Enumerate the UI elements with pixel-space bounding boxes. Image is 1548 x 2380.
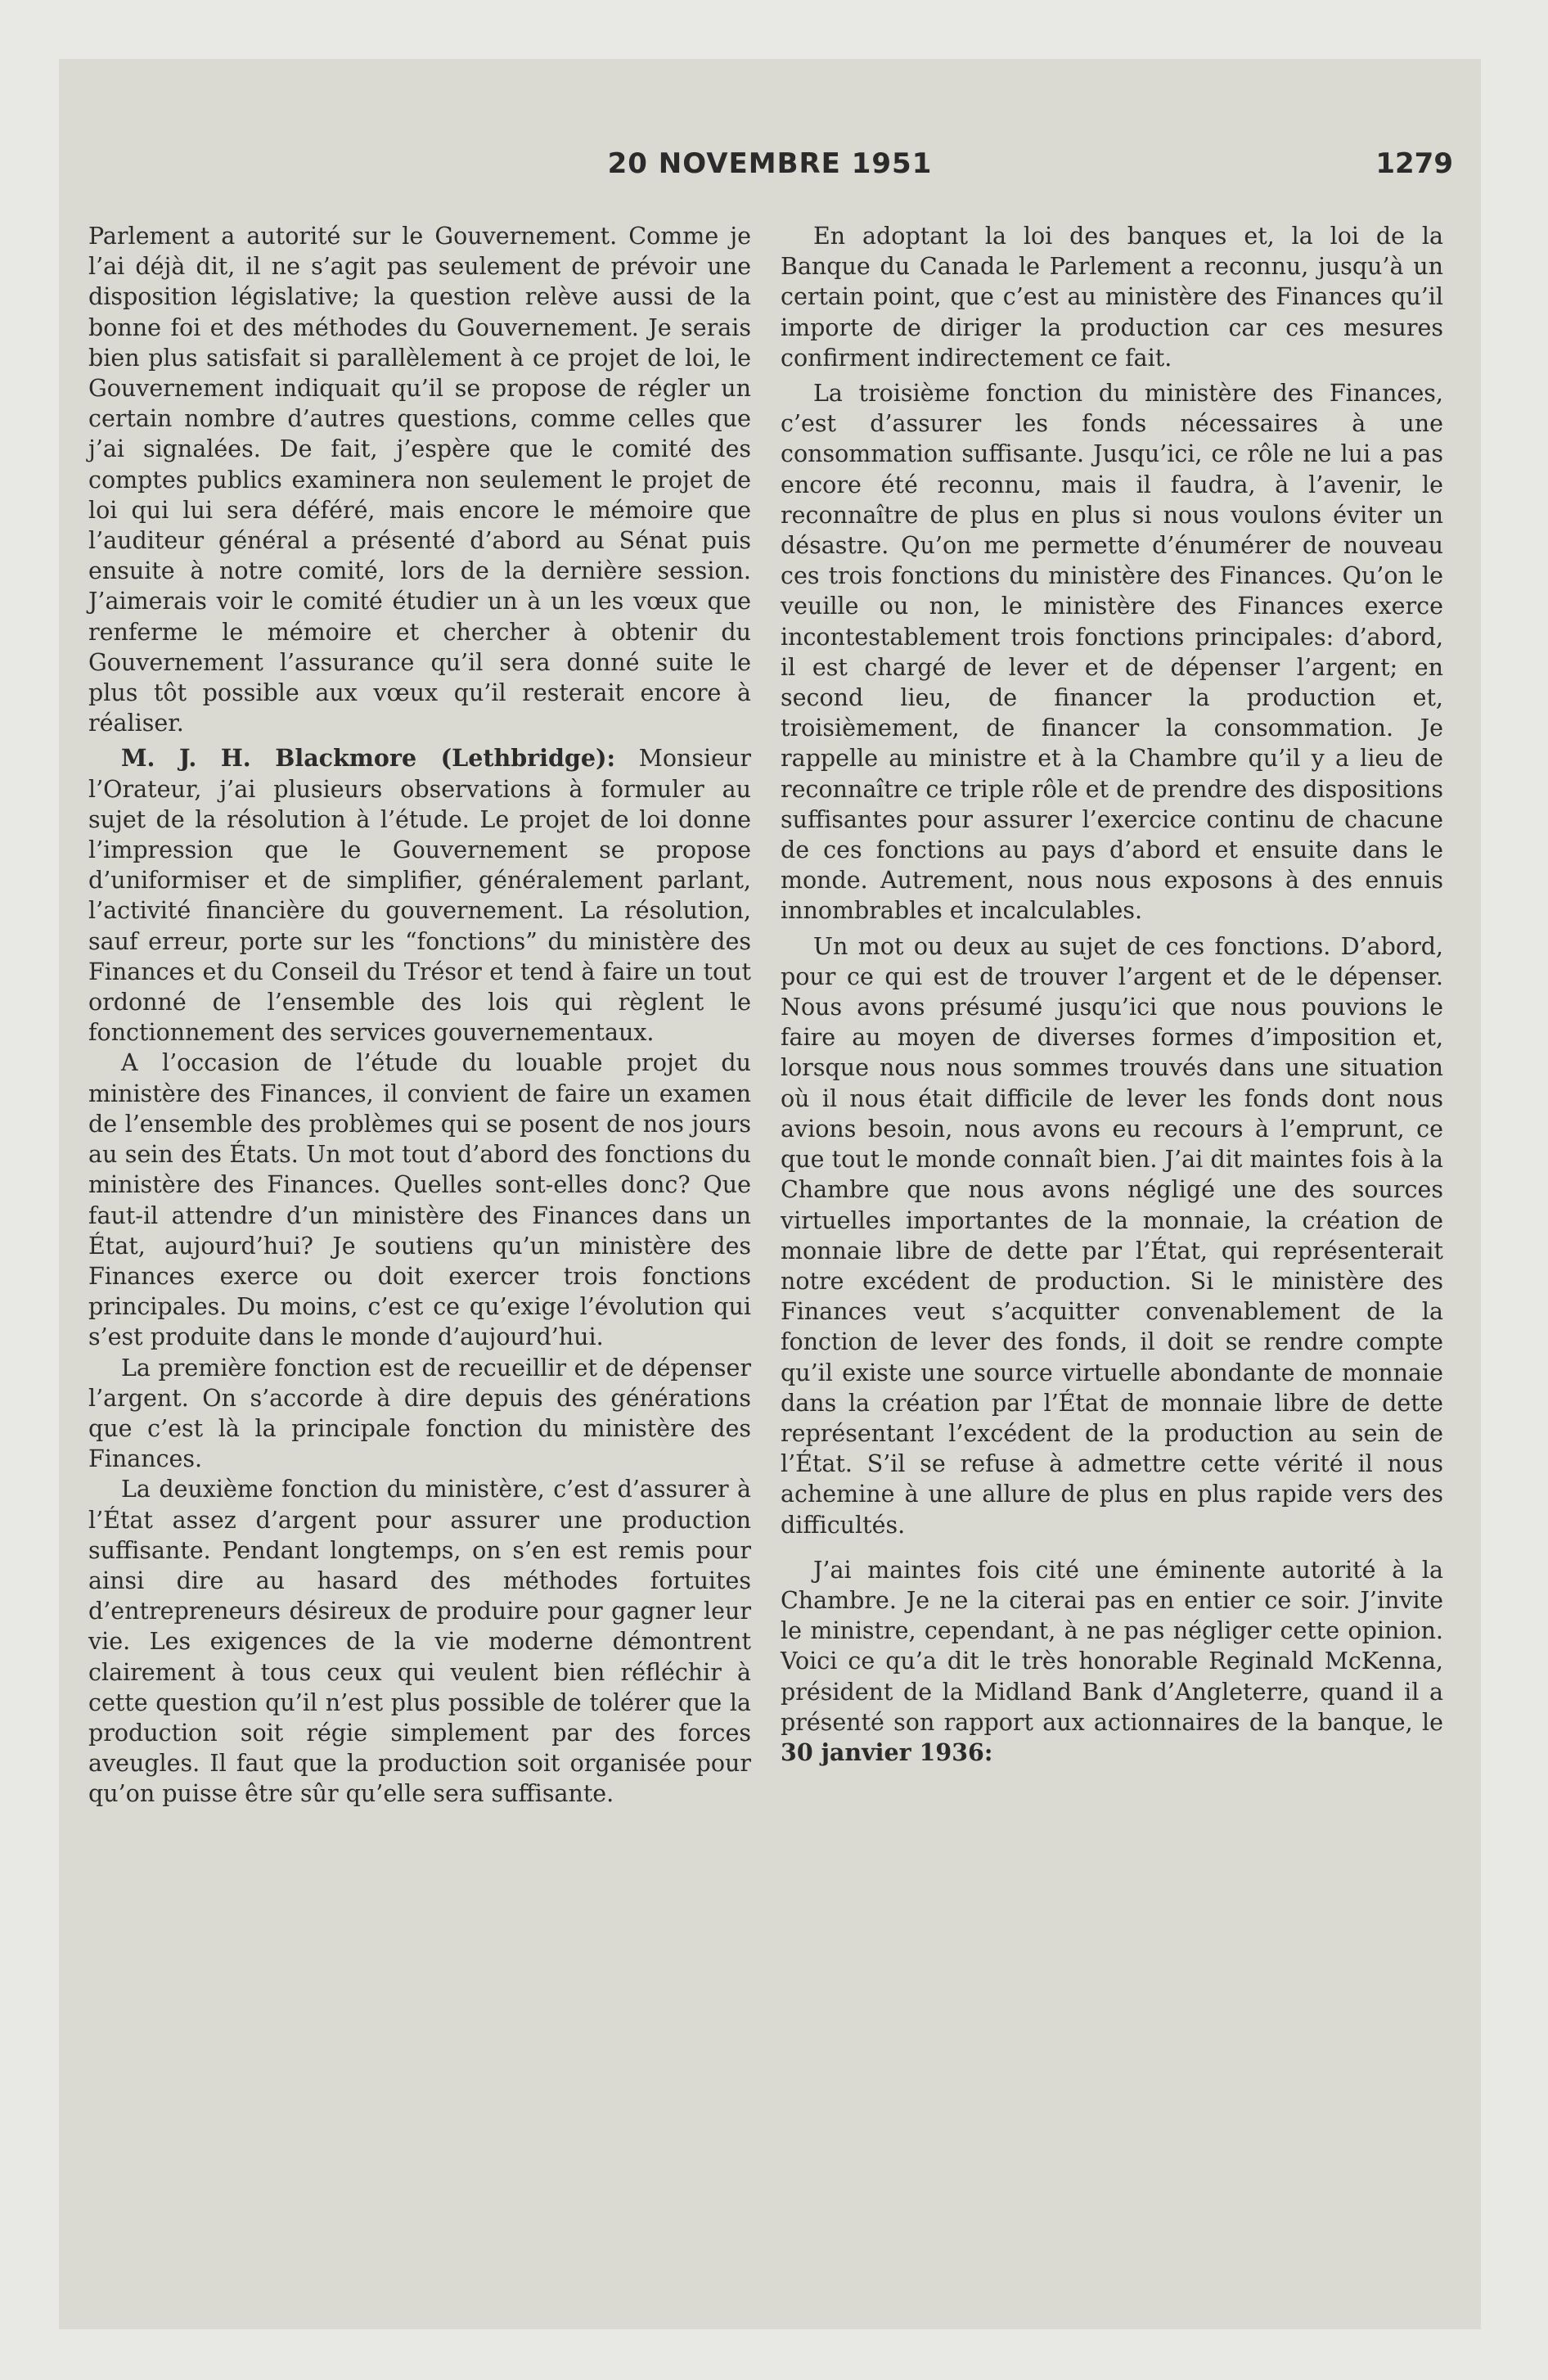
paragraph: La troisième fonction du ministère des Finances, c’est d’assurer les fonds nécessaires à une consommation suffisante. Jusqu’ici, ce rôle ne lui a pas encore été reconnu, mais il faudra, à l’avenir, le reconnaître de plus en plus si nous voulons éviter un désastre. Qu’on me permette d’énumérer de nouveau ces trois fonctions du ministère des Finances. Qu’on le veuille ou non, le ministère des Finances exerce incontestablement trois fonctions principales: d’abord, il est chargé de lever et de dépenser l’argent; en second lieu, de financer la production et, troisièmement, de financer la consommation. Je rappelle au ministre et à la Chambre qu’il y a lieu de reconnaître ce triple rôle et de prendre des dispositions suffisantes pour assurer l’exercice continu de chacune de ces fonctions au pays d’abord et ensuite dans le monde. Autrement, nous nous exposons à des ennuis innombrables et incalculables. <box>781 380 1443 925</box>
document-page <box>59 59 1481 2329</box>
speaker-paragraph <box>88 743 751 1048</box>
paragraph: Un mot ou deux au sujet de ces fonctions. D’abord, pour ce qui est de trouver l’argent et de le dépenser. Nous avons présumé jusqu’ici que nous pouvions le faire au moyen de diverses formes d’imposition et, lorsque nous nous sommes trouvés dans une situation où il nous était difficile de lever les fonds dont nous avions besoin, nous avons eu recours à l’emprunt, ce que tout le monde connaît bien. J’ai dit maintes fois à la Chambre que nous avons négligé une des sources virtuelles importantes de la monnaie, la création de monnaie libre de dette par l’État, qui représenterait notre excédent de production. Si le ministère des Finances veut s’acquitter convenablement de la fonction de lever des fonds, il doit se rendre compte qu’il existe une source virtuelle abondante de monnaie dans la création par l’État de monnaie libre de dette représentant l’excédent de la production au sein de l’État. S’il se refuse à admettre cette vérité il nous achemine à une allure de plus en plus rapide vers des difficultés. <box>781 932 1443 1539</box>
paragraph-text: J’ai maintes fois cité une éminente autorité à la Chambre. Je ne la citerai pas en entier ce soir. J’invite le ministre, cependant, à ne pas négliger cette opinion. Voici ce qu’a dit le très honorable Reginald McKenna, président de la Midland Bank d’Angleterre, quand il a présenté son rapport aux actionnaires de la banque, le <box>781 1556 1443 1736</box>
header-date: 20 NOVEMBRE 1951 <box>607 147 933 180</box>
quote-date: 30 janvier 1936: <box>781 1738 993 1766</box>
paragraph-text: Monsieur l’Orateur, j’ai plusieurs observations à formuler au sujet de la résolution à l’étude. Le projet de loi donne l’impression que le Gouvernement se propose d’uniformiser et de simplifier, généralement parlant, l’activité financière du gouvernement. La résolution, sauf erreur, porte sur les “fonctions” du ministère des Finances et du Conseil du Trésor et tend à faire un tout ordonné de l’ensemble des lois qui règlent le fonctionnement des services gouvernementaux. <box>88 745 751 1047</box>
speaker-name: M. J. H. Blackmore (Lethbridge): <box>121 744 615 773</box>
paragraph: A l’occasion de l’étude du louable projet du ministère des Finances, il convient de faire un examen de l’ensemble des problèmes qui se posent de nos jours au sein des États. Un mot tout d’abord des fonctions du ministère des Finances. Quelles sont-elles donc? Que faut-il attendre d’un ministère des Finances dans un État, aujourd’hui? Je soutiens qu’un ministère des Finances exerce ou doit exercer trois fonctions principales. Du moins, c’est ce qu’exige l’évolution qui s’est produite dans le monde d’aujourd’hui. <box>88 1049 751 1351</box>
paragraph: La deuxième fonction du ministère, c’est d’assurer à l’État assez d’argent pour assurer une production suffisante. Pendant longtemps, on s’en est remis pour ainsi dire au hasard des méthodes fortuites d’entrepreneurs désireux de produire pour gagner leur vie. Les exigences de la vie moderne démontrent clairement à tous ceux qui veulent bien réfléchir à cette question qu’il n’est plus possible de tolérer que la production soit régie simplement par des forces aveugles. Il faut que la production soit organisée pour qu’on puisse être sûr qu’elle sera suffisante. <box>88 1476 751 1808</box>
paragraph: Parlement a autorité sur le Gouvernement. Comme je l’ai déjà dit, il ne s’agit pas seulement de prévoir une disposition législative; la question relève aussi de la bonne foi et des méthodes du Gouvernement. Je serais bien plus satisfait si parallèlement à ce projet de loi, le Gouvernement indiquait qu’il se propose de régler un certain nombre d’autres questions, comme celles que j’ai signalées. De fait, j’espère que le comité des comptes publics examinera non seulement le projet de loi qui lui sera déféré, mais encore le mémoire que l’auditeur général a présenté d’abord au Sénat puis ensuite à notre comité, lors de la dernière session. J’aimerais voir le comité étudier un à un les vœux que renferme le mémoire et chercher à obtenir du Gouvernement l’assurance qu’il sera donné suite le plus tôt possible aux vœux qu’il resterait encore à réaliser. <box>88 223 751 737</box>
right-column <box>781 221 1443 1768</box>
left-column <box>88 221 751 1810</box>
paragraph: En adoptant la loi des banques et, la loi de la Banque du Canada le Parlement a reconnu, jusqu’à un certain point, que c’est au ministère des Finances qu’il importe de diriger la production car ces mesures confirment indirectement ce fait. <box>781 223 1443 372</box>
page-number: 1279 <box>1375 147 1453 180</box>
paragraph: La première fonction est de recueillir et de dépenser l’argent. On s’accorde à dire depuis des générations que c’est là la principale fonction du ministère des Finances. <box>88 1354 751 1473</box>
paragraph <box>781 1555 1443 1768</box>
running-header <box>88 147 1451 196</box>
